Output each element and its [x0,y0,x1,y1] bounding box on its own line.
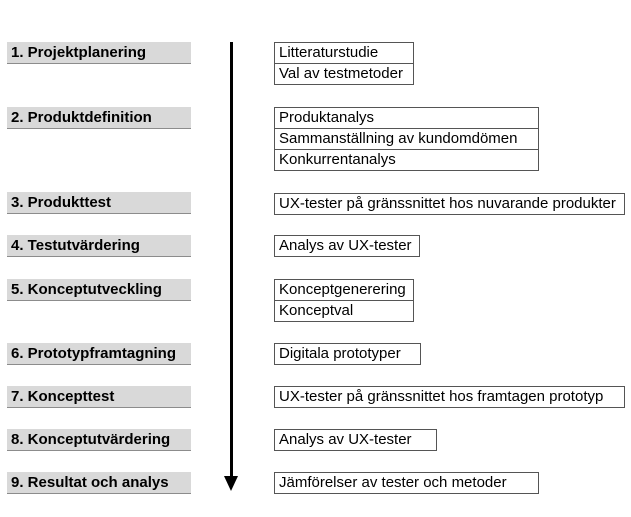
activity-box-8 [274,429,437,451]
phase-label-1: 1. Projektplanering [7,42,191,64]
activity-box-6 [274,343,421,365]
timeline-arrow-head [224,476,238,491]
timeline-arrow-shaft [230,42,233,479]
activity-item: Konkurrentanalys [275,149,538,170]
phase-label-7: 7. Koncepttest [7,386,191,408]
phase-label-4: 4. Testutvärdering [7,235,191,257]
activity-item: Jämförelser av tester och metoder [279,474,507,491]
activity-box-9 [274,472,539,494]
activity-item: Konceptval [275,300,413,321]
activity-item: Konceptgenerering [279,281,406,298]
phase-label-8: 8. Konceptutvärdering [7,429,191,451]
activity-box-5 [274,279,414,322]
activity-box-2 [274,107,539,171]
activity-item: Produktanalys [279,109,375,126]
activity-box-4 [274,235,420,257]
phase-label-3: 3. Produkttest [7,192,191,214]
activity-item: UX-tester på gränssnittet hos nuvarande produkter [279,195,616,212]
activity-item: Analys av UX-tester [279,431,412,448]
phase-label-6: 6. Prototypframtagning [7,343,191,365]
activity-item: UX-tester på gränssnittet hos framtagen prototyp [279,388,604,405]
phase-label-5: 5. Konceptutveckling [7,279,191,301]
phase-label-9: 9. Resultat och analys [7,472,191,494]
activity-item: Digitala prototyper [279,345,401,362]
activity-item: Sammanställning av kundomdömen [275,128,538,149]
activity-item: Litteraturstudie [279,44,379,61]
phase-label-2: 2. Produktdefinition [7,107,191,129]
activity-box-3 [274,193,625,215]
activity-box-1 [274,42,414,85]
activity-item: Analys av UX-tester [279,237,412,254]
activity-item: Val av testmetoder [275,63,413,84]
activity-box-7 [274,386,625,408]
